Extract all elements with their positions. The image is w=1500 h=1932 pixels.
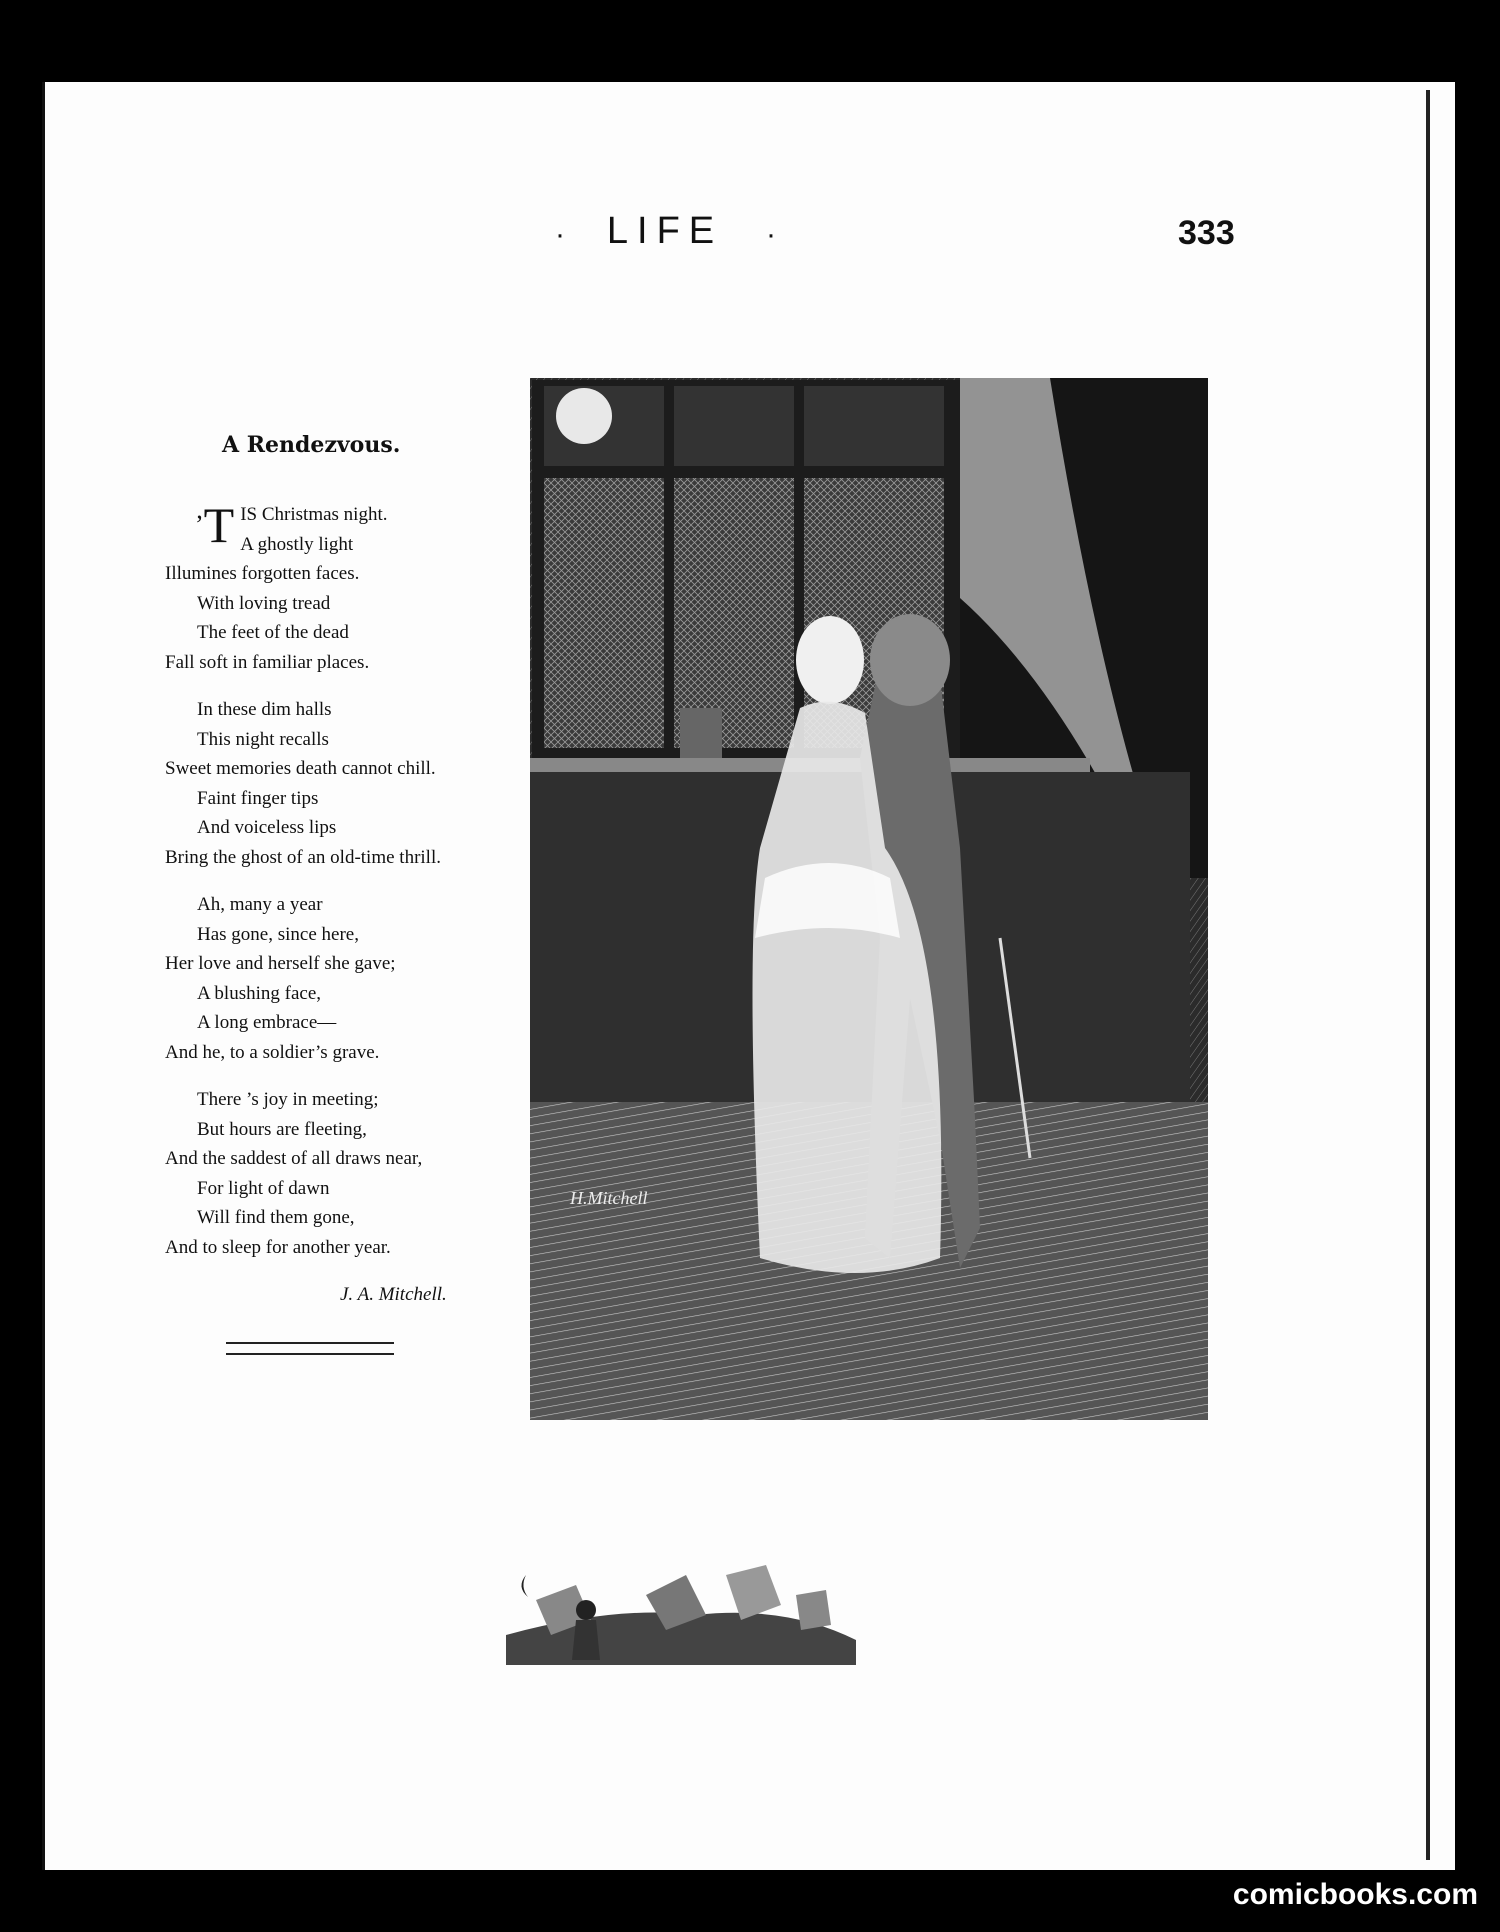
poem-line: Illumines forgotten faces. bbox=[165, 563, 360, 584]
drop-cap bbox=[195, 497, 235, 553]
poem-line: A ghostly light bbox=[240, 533, 354, 555]
drop-cap-letter: T bbox=[203, 497, 235, 553]
poem-line: And he, to a soldier’s grave. bbox=[165, 1041, 380, 1063]
poem-line: Her love and herself she gave; bbox=[165, 953, 396, 974]
poem-line: For light of dawn bbox=[197, 1177, 330, 1199]
double-rule-divider bbox=[226, 1342, 394, 1355]
poem-line: IS Christmas night. bbox=[240, 504, 388, 525]
graveyard-vignette bbox=[496, 1545, 868, 1685]
poem-title: A Rendezvous. bbox=[222, 432, 401, 458]
artist-signature: H.Mitchell bbox=[570, 1188, 648, 1208]
poem-line: This night recalls bbox=[197, 728, 329, 750]
engraving-illustration bbox=[530, 378, 1208, 1420]
stanza-3 bbox=[165, 890, 495, 1067]
page-edge bbox=[1426, 90, 1430, 1860]
header-dot-left: · bbox=[555, 218, 565, 251]
poem-line: In these dim halls bbox=[197, 699, 332, 720]
poem-line: And the saddest of all draws near, bbox=[165, 1148, 423, 1169]
poem-line: And to sleep for another year. bbox=[165, 1236, 391, 1258]
poem-line: The feet of the dead bbox=[197, 622, 349, 643]
stanza-2 bbox=[165, 695, 495, 872]
poem-line: But hours are fleeting, bbox=[197, 1118, 367, 1140]
header-dot-right: · bbox=[766, 218, 776, 251]
poem-body bbox=[165, 497, 495, 1280]
graveyard-vignette-drawing bbox=[496, 1545, 868, 1685]
poem-line: Fall soft in familiar places. bbox=[165, 651, 370, 673]
poem-line: A long embrace— bbox=[197, 1012, 337, 1033]
poem-line: A blushing face, bbox=[197, 982, 322, 1004]
poem-line: Bring the ghost of an old-time thrill. bbox=[165, 846, 441, 868]
stanza-1 bbox=[165, 497, 495, 677]
poem-line: And voiceless lips bbox=[197, 817, 337, 838]
poem-line: With loving tread bbox=[197, 592, 331, 614]
drop-apostrophe: ’ bbox=[195, 510, 204, 539]
poem-line: Faint finger tips bbox=[197, 787, 319, 809]
ghostly-couple-engraving bbox=[530, 378, 1208, 1420]
stanza-4 bbox=[165, 1085, 495, 1262]
poem-line: There ’s joy in meeting; bbox=[197, 1089, 379, 1110]
poem-line: Will find them gone, bbox=[197, 1207, 355, 1228]
poem-line: Ah, many a year bbox=[197, 894, 323, 915]
page-number: 333 bbox=[1178, 214, 1235, 252]
magazine-title: LIFE bbox=[606, 210, 724, 252]
site-watermark: comicbooks.com bbox=[1232, 1878, 1478, 1911]
opening-lines bbox=[165, 497, 495, 559]
poem-author: J. A. Mitchell. bbox=[340, 1284, 447, 1305]
poem-line: Sweet memories death cannot chill. bbox=[165, 758, 436, 779]
poem-line: Has gone, since here, bbox=[197, 923, 359, 945]
